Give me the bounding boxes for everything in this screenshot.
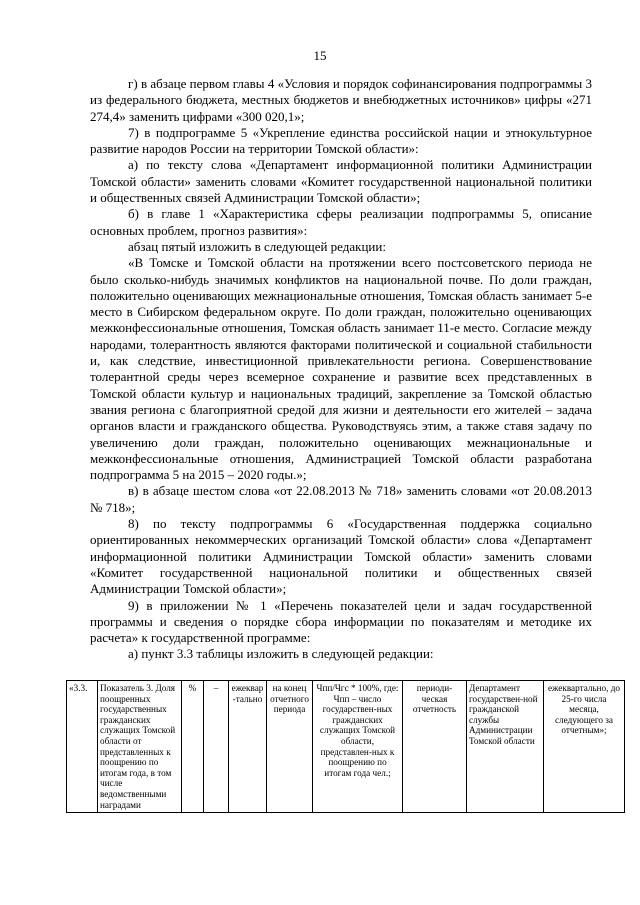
cell-frequency: ежеквар-тально xyxy=(229,681,267,813)
paragraph-item-a-replace-dept: а) по тексту слова «Департамент информационной политики Администрации Томской области» заменить словами «Комитет государственной национальной политики и общественных связей Администрации Томской области»; xyxy=(90,157,592,206)
paragraph-item-b-chapter-1: б) в главе 1 «Характеристика сферы реализации подпрограммы 5, описание основных проблем, прогноз развития»: xyxy=(90,206,592,238)
page-number: 15 xyxy=(313,48,327,63)
paragraph-item-v: в) в абзаце шестом слова «от 22.08.2013 № 718» заменить словами «от 20.08.2013 № 718»; xyxy=(90,483,592,515)
paragraph-subprogram-5: 7) в подпрограмме 5 «Укрепление единства российской нации и этнокультурное развитие народов России на территории Томской области»: xyxy=(90,124,592,157)
cell-period: на конец отчетного периода xyxy=(267,681,313,813)
paragraph-fifth-abzac: абзац пятый изложить в следующей редакции: xyxy=(128,238,386,254)
cell-source: периоди-ческая отчетность xyxy=(403,681,467,813)
cell-indicator-name: Показатель 3. Доля поощренных государственных гражданских служащих Томской области от представленных к поощрению по итогам года, в том числе ведомственными наградами xyxy=(98,681,182,813)
cell-formula: Чпп/Чгс * 100%, где: Чпп – число государствен-ных гражданских служащих Томской области, представлен-ных к поощрению по итогам года чел.; xyxy=(313,681,403,813)
paragraph-subprogram-6: 8) по тексту подпрограммы 6 «Государственная поддержка социально ориентированных некоммерческих организаций Томской области» слова «Департамент информационной политики Администрации Томской области» заменить словами «Комитет государственной национальной политики и общественных связей Администрации Томской области»; xyxy=(90,516,592,597)
cell-deadline: ежеквартально, до 25-го числа месяца, следующего за отчетным»; xyxy=(544,681,625,813)
cell-number: «3.3. xyxy=(67,681,98,813)
cell-responsible: Департамент государствен-ной гражданской службы Администрации Томской области xyxy=(467,681,544,813)
paragraph-appendix-1: 9) в приложении № 1 «Перечень показателей цели и задач государственной программы и сведения о порядке сбора информации по показателям и методике их расчета» к государственной программе: xyxy=(90,597,592,646)
cell-dash: – xyxy=(204,681,229,813)
table-row xyxy=(67,681,625,813)
paragraph-item-a-table: а) пункт 3.3 таблицы изложить в следующей редакции: xyxy=(128,646,434,662)
cell-unit: % xyxy=(182,681,204,813)
paragraph-quoted-text: «В Томске и Томской области на протяжении всего постсоветского периода не было сколько-нибудь значимых конфликтов на национальной почве. По доли граждан, положительно оценивающих межнациональные отношения, Томская область занимает 5-е место в Сибирском федеральном округе. По доли граждан, положительно оценивающих межконфессиональные отношения, Томская область занимает 11-е место. Согласие между народами, толерантность являются факторами политической и социальной стабильности и, как следствие, инвестиционной привлекательности региона. Совершенствование толерантной среды через всемерное сохранение и развитие всех представленных в Томской области культур и национальных традиций, закрепление за Томской областью звания региона с благоприятной средой для жизни и деятельности его жителей – задача органов власти и гражданского общества. Руководствуясь этим, а также ставя задачу по увеличению доли граждан, положительно оценивающих межнациональные и межконфессиональные отношения, Администрацией Томской области разработана подпрограмма 5 на 2015 – 2020 годы.»; xyxy=(90,255,592,483)
paragraph-item-g: г) в абзаце первом главы 4 «Условия и порядок софинансирования подпрограммы 3 из федерального бюджета, местных бюджетов и внебюджетных источников» цифры «271 274,4» заменить цифрами «300 020,1»; xyxy=(90,76,592,124)
document-body xyxy=(90,76,592,663)
indicator-table xyxy=(66,680,625,813)
